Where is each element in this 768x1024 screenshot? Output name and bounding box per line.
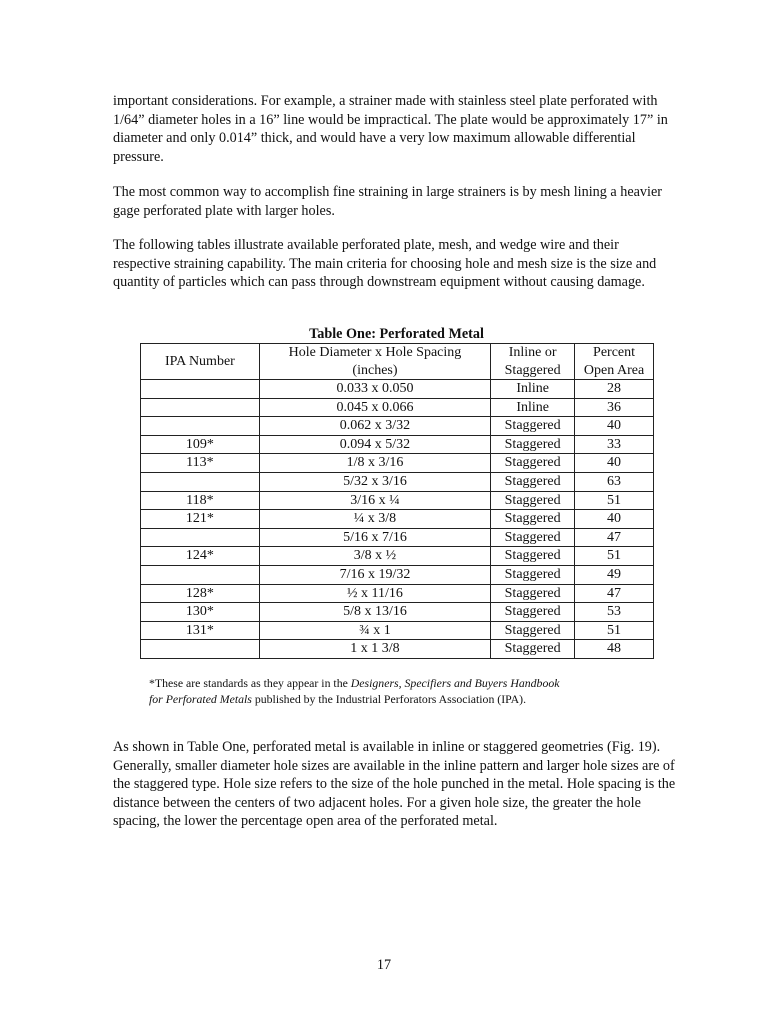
table-header-row [141, 344, 654, 380]
table-row [141, 380, 654, 399]
table-row [141, 435, 654, 454]
table-body [141, 380, 654, 659]
cell-open-area: 51 [575, 621, 654, 640]
cell-ipa-number [141, 472, 260, 491]
cell-geometry: Staggered [491, 528, 575, 547]
cell-open-area: 36 [575, 398, 654, 417]
cell-geometry: Staggered [491, 510, 575, 529]
cell-ipa-number: 130* [141, 603, 260, 622]
cell-ipa-number [141, 640, 260, 659]
cell-open-area: 28 [575, 380, 654, 399]
cell-open-area: 48 [575, 640, 654, 659]
cell-hole-size: 0.094 x 5/32 [259, 435, 490, 454]
cell-open-area: 53 [575, 603, 654, 622]
cell-hole-size: 3/16 x ¼ [259, 491, 490, 510]
paragraph-table-discussion: As shown in Table One, perforated metal is available in inline or staggered geometries (Fig. 19). Generally, smaller diameter hole sizes are available in the inline pattern and larger hole sizes are of the staggered type. Hole size refers to the size of the hole punched in the metal. Hole spacing is the distance between the centers of two adjacent holes. For a given hole size, the greater the hole spacing, the lower the percentage open area of the perforated metal. [113, 739, 676, 829]
table-row [141, 621, 654, 640]
cell-geometry: Staggered [491, 584, 575, 603]
cell-ipa-number: 128* [141, 584, 260, 603]
cell-ipa-number [141, 417, 260, 436]
cell-geometry: Staggered [491, 640, 575, 659]
header-hole-diameter-spacing: Hole Diameter x Hole Spacing (inches) [259, 344, 490, 380]
cell-geometry: Staggered [491, 417, 575, 436]
cell-geometry: Inline [491, 380, 575, 399]
cell-hole-size: 7/16 x 19/32 [259, 565, 490, 584]
cell-hole-size: 0.033 x 0.050 [259, 380, 490, 399]
cell-open-area: 40 [575, 454, 654, 473]
cell-ipa-number: 109* [141, 435, 260, 454]
cell-open-area: 40 [575, 417, 654, 436]
table-row [141, 528, 654, 547]
cell-geometry: Staggered [491, 472, 575, 491]
cell-open-area: 51 [575, 491, 654, 510]
table-row [141, 398, 654, 417]
table-row [141, 565, 654, 584]
cell-hole-size: 1 x 1 3/8 [259, 640, 490, 659]
table-title: Table One: Perforated Metal [309, 326, 484, 342]
cell-ipa-number [141, 565, 260, 584]
cell-ipa-number: 118* [141, 491, 260, 510]
table-row [141, 584, 654, 603]
cell-hole-size: ¼ x 3/8 [259, 510, 490, 529]
cell-hole-size: ¾ x 1 [259, 621, 490, 640]
cell-ipa-number: 131* [141, 621, 260, 640]
cell-hole-size: 5/16 x 7/16 [259, 528, 490, 547]
table-footnote [149, 676, 569, 707]
table-row [141, 510, 654, 529]
header-percent-open-area: Percent Open Area [575, 344, 654, 380]
cell-geometry: Staggered [491, 435, 575, 454]
table-row [141, 417, 654, 436]
paragraph-fine-straining: The most common way to accomplish fine straining in large strainers is by mesh lining a heavier gage perforated plate with larger holes. [113, 184, 662, 219]
table-row [141, 472, 654, 491]
table-row [141, 603, 654, 622]
cell-open-area: 51 [575, 547, 654, 566]
footnote-suffix: published by the Industrial Perforators Association (IPA). [251, 691, 527, 706]
header-ipa-number: IPA Number [141, 344, 260, 380]
cell-open-area: 47 [575, 584, 654, 603]
cell-ipa-number [141, 528, 260, 547]
cell-hole-size: 1/8 x 3/16 [259, 454, 490, 473]
table-row [141, 454, 654, 473]
cell-geometry: Staggered [491, 565, 575, 584]
perforated-metal-table [140, 343, 654, 659]
cell-ipa-number [141, 380, 260, 399]
header-inline-staggered: Inline or Staggered [491, 344, 575, 380]
table-row [141, 547, 654, 566]
cell-open-area: 33 [575, 435, 654, 454]
cell-geometry: Staggered [491, 454, 575, 473]
footnote-prefix: *These are standards as they appear in the [149, 676, 351, 690]
cell-hole-size: 0.062 x 3/32 [259, 417, 490, 436]
cell-hole-size: 0.045 x 0.066 [259, 398, 490, 417]
cell-open-area: 47 [575, 528, 654, 547]
cell-open-area: 49 [575, 565, 654, 584]
cell-hole-size: 5/32 x 3/16 [259, 472, 490, 491]
cell-ipa-number [141, 398, 260, 417]
paragraph-considerations: important considerations. For example, a strainer made with stainless steel plate perforated with 1/64” diameter holes in a 16” line would be impractical. The plate would be approximately 17” in diameter and only 0.014” thick, and would have a very low maximum allowable differential pressure. [113, 93, 668, 165]
cell-geometry: Staggered [491, 621, 575, 640]
cell-ipa-number: 113* [141, 454, 260, 473]
cell-geometry: Inline [491, 398, 575, 417]
paragraph-tables-intro: The following tables illustrate available perforated plate, mesh, and wedge wire and their respective straining capability. The main criteria for choosing hole and mesh size is the size and quantity of particles which can pass through downstream equipment without causing damage. [113, 237, 657, 290]
cell-geometry: Staggered [491, 491, 575, 510]
cell-hole-size: ½ x 11/16 [259, 584, 490, 603]
cell-hole-size: 3/8 x ½ [259, 547, 490, 566]
table-row [141, 640, 654, 659]
cell-open-area: 40 [575, 510, 654, 529]
page-number: 17 [376, 957, 392, 973]
cell-hole-size: 5/8 x 13/16 [259, 603, 490, 622]
cell-geometry: Staggered [491, 603, 575, 622]
footnote-handbook-title: Designers, Specifiers and Buyers Handbook for Perforated Metals [149, 676, 560, 706]
cell-geometry: Staggered [491, 547, 575, 566]
table-row [141, 491, 654, 510]
cell-ipa-number: 124* [141, 547, 260, 566]
cell-open-area: 63 [575, 472, 654, 491]
cell-ipa-number: 121* [141, 510, 260, 529]
